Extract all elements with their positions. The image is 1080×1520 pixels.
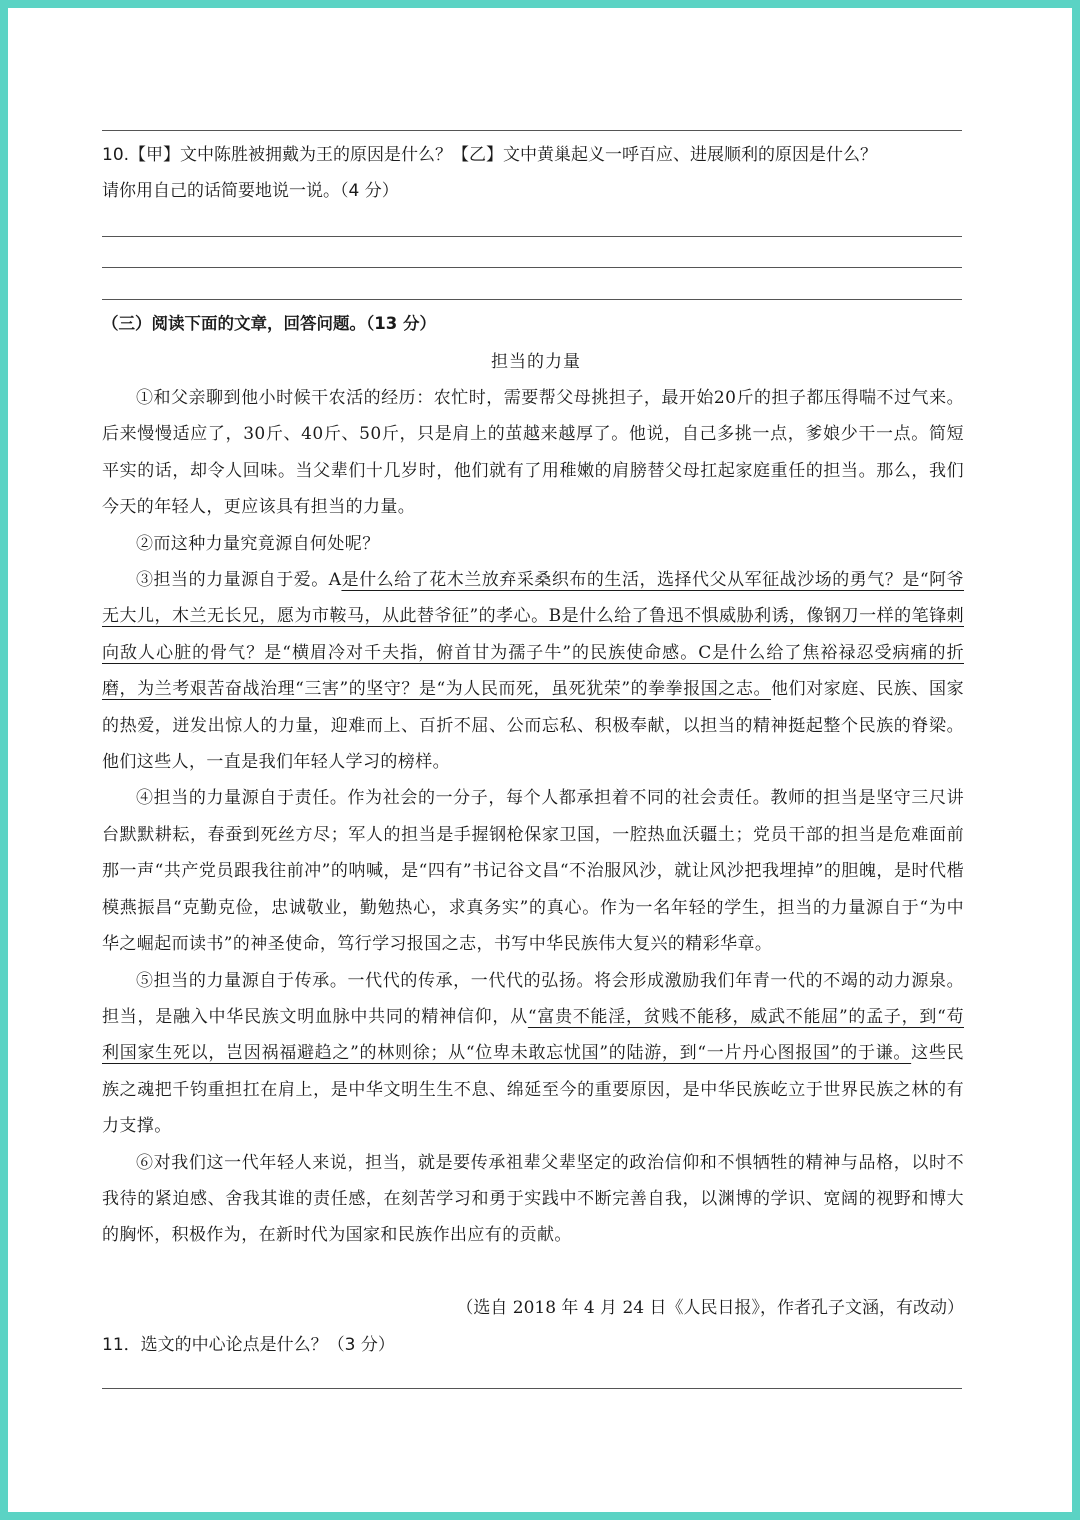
paragraph-4: ④担当的力量源自于责任。作为社会的一分子，每个人都承担着不同的社会责任。教师的担当是坚守三尺讲台默默耕耘，春蚕到死丝方尽；军人的担当是手握钢枪保家卫国，一腔热血沃疆土；党员干部的担当是危难面前那一声“共产党员跟我往前冲”的呐喊，是“四有”书记谷文昌“不治服风沙，就让风沙把我埋掉”的胆魄，是时代楷模燕振昌“克勤克俭，忠诚敬业，勤勉热心，求真务实”的真心。作为一名年轻的学生，担当的力量源自于“为中华之崛起而读书”的神圣使命，笃行学习报国之志，书写中华民族伟大复兴的精彩华章。: [102, 788, 964, 955]
paragraph-5: [102, 963, 964, 1145]
paragraph-3-underlined: 是什么给了花木兰放弃采桑织布的生活，选择代父从军征战沙场的勇气？是“阿爷无大儿，木兰无长兄，愿为市鞍马，从此替爷征”的孝心。B是什么给了鲁迅不惧威胁利诱，像钢刀一样的笔锋刺向敌人心脏的骨气？是“横眉冷对千夫指，俯首甘为孺子牛”的民族使命感。C是什么给了焦裕禄忍受病痛的折磨，为兰考艰苦奋战治理“三害”的坚守？是“为人民而死，虽死犹荣”的拳拳报国之志。: [102, 570, 965, 700]
paragraph-1: ①和父亲聊到他小时候干农活的经历：农忙时，需要帮父母挑担子，最开始20斤的担子都压得喘不过气来。后来慢慢适应了，30斤、40斤、50斤，只是肩上的茧越来越厚了。他说，自己多挑一点，爹娘少干一点。简短平实的话，却令人回味。当父辈们十几岁时，他们就有了用稚嫩的肩膀替父母扛起家庭重任的担当。那么，我们今天的年轻人，更应该具有担当的力量。: [102, 388, 964, 518]
article-title: 担当的力量: [491, 352, 581, 372]
paragraph-5-underlined: “富贵不能淫，贫贱不能移，威武不能屈”的孟子，到“苟利国家生死以，岂因祸福避趋之”的林则徐；从“位卑未敢忘忧国”的陆游，到“一片丹心图报国”的于谦。: [102, 1006, 964, 1064]
question-11: 11．选文的中心论点是什么？（3 分）: [102, 1335, 395, 1355]
answer-line: [102, 236, 962, 237]
answer-line: [102, 267, 962, 268]
question-10-line-1: 10.【甲】文中陈胜被拥戴为王的原因是什么？【乙】文中黄巢起义一呼百应、进展顺利的原因是什么？: [102, 145, 878, 165]
paragraph-3-end: 他们对家庭、民族、国家的热爱，迸发出惊人的力量，迎难而上、百折不屈、公而忘私、积极奉献，以担当的精神挺起整个民族的脊梁。他们这些人，一直是我们年轻人学习的榜样。: [102, 679, 964, 773]
article-source: （选自 2018 年 4 月 24 日《人民日报》，作者孔子文涵，有改动）: [456, 1298, 964, 1318]
answer-line: [102, 299, 962, 300]
paragraph-6: ⑥对我们这一代年轻人来说，担当，就是要传承祖辈父辈坚定的政治信仰和不惧牺牲的精神与品格，以时不我待的紧迫感、舍我其谁的责任感，在刻苦学习和勇于实践中不断完善自我，以渊博的学识、宽阔的视野和博大的胸怀，积极作为，在新时代为国家和民族作出应有的贡献。: [102, 1152, 964, 1246]
paragraph-2: ②而这种力量究竟源自何处呢？: [136, 533, 380, 554]
answer-line: [102, 1388, 962, 1389]
paragraph-5-start: ⑤担当的力量源自于传承。一代代的传承，一代代的弘扬。将会形成激励我们年青一代的不竭的动力源泉。担当，是融入中华民族文明血脉中共同的精神信仰，从: [102, 970, 964, 1027]
question-10-line-2: 请你用自己的话简要地说一说。（4 分）: [102, 181, 399, 201]
answer-line: [102, 130, 962, 131]
section-heading: （三）阅读下面的文章，回答问题。（13 分）: [102, 314, 436, 333]
paragraph-3: [102, 562, 964, 780]
article-body: [102, 380, 964, 1254]
paragraph-3-start: ③担当的力量源自于爱。A: [136, 570, 342, 591]
paragraph-5-end: 这些民族之魂把千钧重担扛在肩上，是中华文明生生不息、绵延至今的重要原因，是中华民族屹立于世界民族之林的有力支撑。: [102, 1043, 965, 1137]
